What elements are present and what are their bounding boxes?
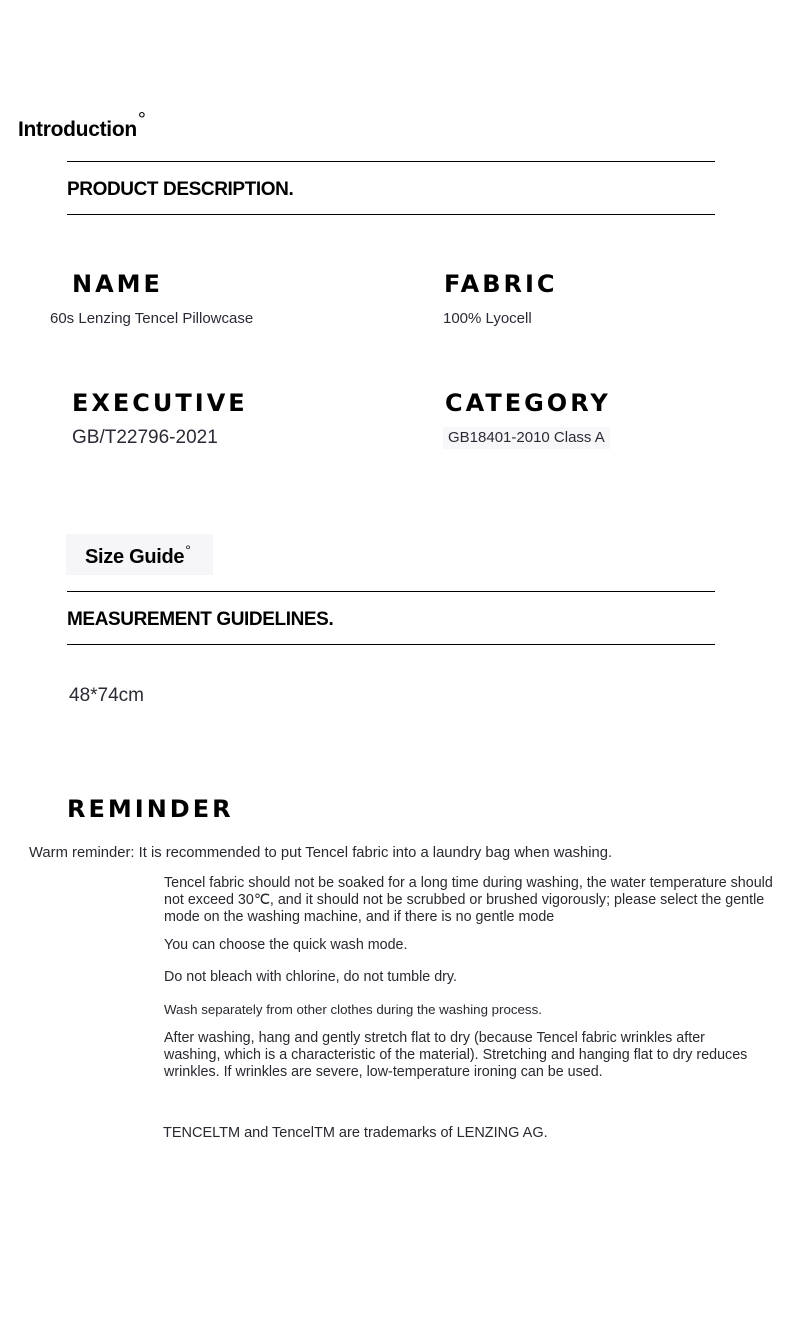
executive-value: GB/T22796-2021 (72, 427, 218, 448)
introduction-label (18, 106, 146, 144)
divider (67, 591, 715, 592)
size-guide-text: Size Guide (85, 546, 185, 568)
divider (67, 214, 715, 215)
introduction-text: Introduction (18, 118, 137, 141)
reminder-item: Wash separately from other clothes during the washing process. (164, 1002, 542, 1017)
reminder-item: You can choose the quick wash mode. (164, 937, 408, 953)
reminder-item: Tencel fabric should not be soaked for a long time during washing, the water temperature should not exceed 30℃, and it should not be scrubbed or brushed vigorously; please select the gentle mode on the washing machine, and if there is no gentle mode (164, 875, 773, 925)
divider (67, 644, 715, 645)
fabric-label: FABRIC (444, 270, 558, 298)
product-description-title: PRODUCT DESCRIPTION. (67, 179, 294, 200)
circle-mark-icon: ° (137, 109, 146, 131)
size-guide-label (66, 534, 213, 575)
trademark-note: TENCELTM and TencelTM are trademarks of LENZING AG. (163, 1125, 548, 1141)
reminder-item: Do not bleach with chlorine, do not tumble dry. (164, 969, 457, 985)
category-value: GB18401-2010 Class A (443, 427, 610, 449)
name-label: NAME (72, 270, 163, 298)
reminder-title: REMINDER (67, 795, 234, 823)
size-value: 48*74cm (69, 685, 144, 706)
reminder-item: After washing, hang and gently stretch flat to dry (because Tencel fabric wrinkles after washing, which is a characteristic of the material). Stretching and hanging flat to dry reduces wrinkles. If wrinkles are severe, low-temperature ironing can be used. (164, 1030, 748, 1080)
circle-mark-icon: ° (185, 542, 191, 558)
divider (67, 161, 715, 162)
name-value: 60s Lenzing Tencel Pillowcase (50, 310, 254, 327)
fabric-value: 100% Lyocell (443, 310, 532, 327)
executive-label: EXECUTIVE (72, 389, 248, 417)
category-label: CATEGORY (445, 389, 611, 417)
measurement-guidelines-title: MEASUREMENT GUIDELINES. (67, 609, 334, 630)
warm-reminder-text: Warm reminder: It is recommended to put Tencel fabric into a laundry bag when washing. (29, 845, 613, 861)
